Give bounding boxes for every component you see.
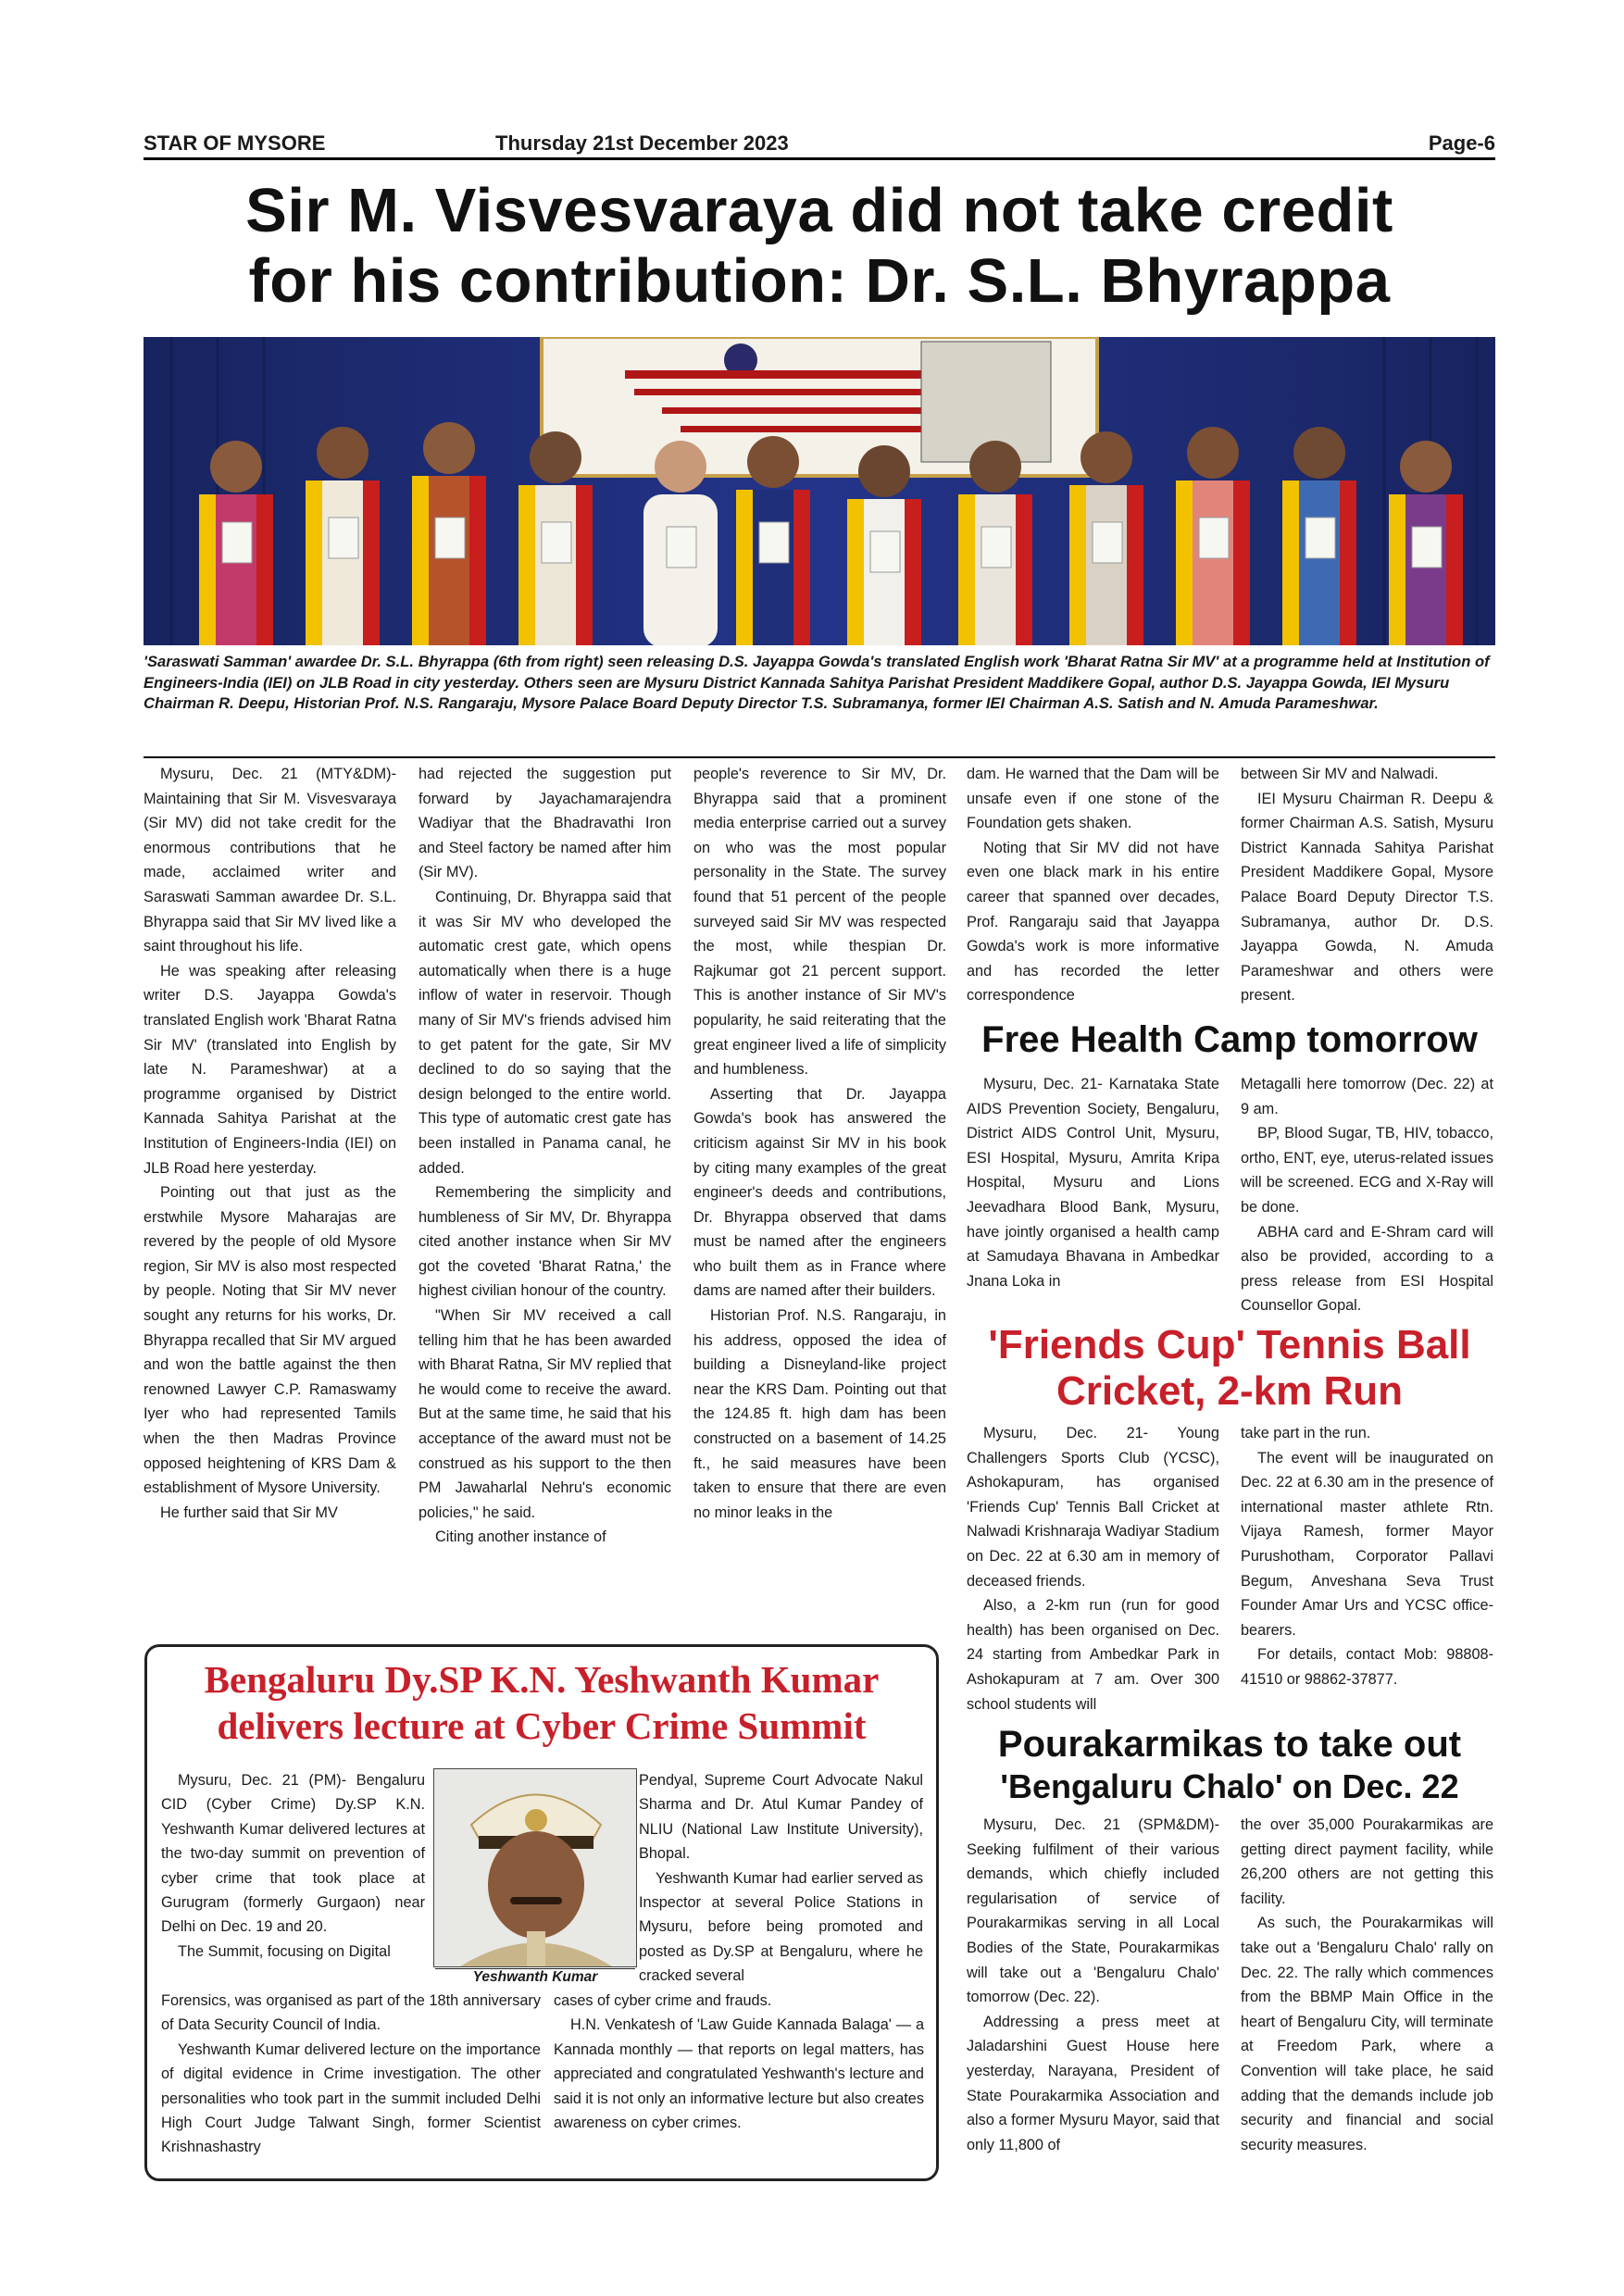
health-camp-column-1 bbox=[967, 1072, 1219, 1293]
paragraph: Pendyal, Supreme Court Advocate Nakul Sharma and Dr. Atul Kumar Pandey of NLIU (National Law Institute University), Bhopal. bbox=[639, 1772, 923, 1863]
paragraph: Remembering the simplicity and humbleness of Sir MV, Dr. Bhyrappa cited another instance when Sir MV got the coveted 'Bharat Ratna,' the highest civilian honour of the country. bbox=[418, 1184, 671, 1300]
lead-column-1 bbox=[144, 762, 396, 1525]
masthead bbox=[144, 128, 1495, 159]
friends-cup-column-2 bbox=[1241, 1421, 1493, 1692]
paragraph: He was speaking after releasing writer D.S. Jayappa Gowda's translated English work 'Bharat Ratna Sir MV' (translated into English by late N. Parameshwar) at a programme organised by District Kannada Sahitya Parishat at the Institution of Engineers-India (IEI) on JLB Road here yesterday. bbox=[144, 962, 396, 1177]
cyber-column-left-bottom bbox=[161, 1989, 541, 2160]
paragraph: Addressing a press meet at Jaladarshini Guest House here yesterday, Narayana, President of State Pourakarmika Association and also a former Mysuru Mayor, said that only 11,800 of bbox=[967, 2013, 1219, 2153]
cyber-column-left-top bbox=[161, 1768, 425, 1964]
paragraph: take part in the run. bbox=[1241, 1425, 1371, 1441]
paragraph: H.N. Venkatesh of 'Law Guide Kannada Balaga' — a Kannada monthly — that reports on legal matters, has appreciated and congratulated Yeshwanth's lecture and said it is not only an informative lecture but also creates awareness on cyber crimes. bbox=[554, 2016, 924, 2132]
book-release-photo bbox=[144, 337, 1495, 645]
paragraph: Historian Prof. N.S. Rangaraju, in his address, opposed the idea of building a Disneyland-like project near the KRS Dam. Pointing out that the 124.85 ft. high dam has been constructed on a basement of 14.25 ft., he said measures have been taken to ensure that there are even no minor leaks in the bbox=[693, 1307, 946, 1521]
paragraph: Pointing out that just as the erstwhile Mysore Maharajas are revered by the people of old Mysore region, Sir MV is also most respected by people. Noting that Sir MV never sought any returns for his works, Dr. Bhyrappa recalled that Sir MV argued and won the battle against the then renowned Lawyer C.P. Ramaswamy Iyer who had represented Tamils when the then Madras Province opposed heightening of KRS Dam & establishment of Mysore University. bbox=[144, 1184, 396, 1497]
paragraph: Continuing, Dr. Bhyrappa said that it was Sir MV who developed the automatic crest gate, which opens automatically when there is a huge inflow of water in reservoir. Though many of Sir MV's friends advised him to get patent for the gate, Sir MV declined to do so saying that the design belonged to the entire world. This type of automatic crest gate has been installed in Panama canal, he added. bbox=[418, 888, 671, 1177]
paragraph: Asserting that Dr. Jayappa Gowda's book has answered the criticism against Sir MV in his book by citing many examples of the great engineer's deeds and contributions, Dr. Bhyrappa observed that dams must be named after the engineers who built them as in France where dams are named after their builders. bbox=[693, 1085, 946, 1300]
paragraph: ABHA card and E-Shram card will also be provided, according to a press release from ESI Hospital Counsellor Gopal. bbox=[1241, 1223, 1493, 1315]
paragraph: Citing another instance of bbox=[435, 1529, 606, 1546]
paragraph: between Sir MV and Nalwadi. bbox=[1241, 766, 1439, 782]
lead-column-3 bbox=[693, 762, 946, 1525]
cyber-headline bbox=[157, 1656, 926, 1749]
photo-caption: Yeshwanth Kumar bbox=[435, 1968, 635, 1989]
pourakarmikas-headline-line1: Pourakarmikas to take out bbox=[997, 1724, 1462, 1765]
paragraph: dam. He warned that the Dam will be unsafe even if one stone of the Foundation gets shaken. bbox=[967, 766, 1219, 832]
caption-rule bbox=[144, 756, 1495, 758]
issue-date: Thursday 21st December 2023 bbox=[495, 131, 789, 155]
lead-column-4 bbox=[967, 762, 1219, 1008]
paragraph: Mysuru, Dec. 21 (PM)- Bengaluru CID (Cyber Crime) Dy.SP K.N. Yeshwanth Kumar delivered lectures at the two-day summit on prevention of cyber crime that took place at Gurugram (formerly Gurgaon) near Delhi on Dec. 19 and 20. bbox=[161, 1772, 425, 1936]
lead-column-2 bbox=[418, 762, 671, 1550]
friends-cup-headline-line1: 'Friends Cup' Tennis Ball bbox=[988, 1322, 1471, 1367]
paragraph: had rejected the suggestion put forward by Jayachamarajendra Wadiyar that the Bhadravathi Iron and Steel factory be named after him (Sir MV). bbox=[418, 766, 671, 881]
officer-portrait bbox=[434, 1769, 637, 1967]
paragraph: The event will be inaugurated on Dec. 22 at 6.30 am in the presence of international master athlete Rtn. Vijaya Ramesh, former Mayor Purushotham, Corporator Pallavi Begum, Anveshana Seva Trust Founder Amar Urs and YCSC office-bearers. bbox=[1241, 1449, 1493, 1639]
paragraph: Mysuru, Dec. 21 (SPM&DM)- Seeking fulfilment of their various demands, which chiefly included regularisation of service of Pourakarmikas serving in all Local Bodies of the State, Pourakarmikas will take out a 'Bengaluru Chalo' tomorrow (Dec. 22). bbox=[967, 1816, 1219, 2006]
cyber-headline-line2: delivers lecture at Cyber Crime Summit bbox=[217, 1704, 867, 1747]
lead-column-5 bbox=[1241, 762, 1493, 1008]
paragraph: the over 35,000 Pourakarmikas are getting direct payment facility, while 26,200 others are not getting this facility. bbox=[1241, 1816, 1493, 1907]
paragraph: cases of cyber crime and frauds. bbox=[554, 1992, 772, 2009]
lead-headline-line2: for his contribution: Dr. S.L. Bhyrappa bbox=[248, 246, 1391, 316]
friends-cup-column-1 bbox=[967, 1421, 1219, 1716]
paragraph: The Summit, focusing on Digital bbox=[178, 1942, 391, 1960]
paragraph: Also, a 2-km run (run for good health) has been organised on Dec. 24 starting from Ambedkar Park in Ashokapuram at 7 am. Over 300 school students will bbox=[967, 1597, 1219, 1713]
paragraph: IEI Mysuru Chairman R. Deepu & former Chairman A.S. Satish, Mysuru District Kannada Sahitya Parishat President Maddikere Gopal, Mysore Palace Board Deputy Director T.S. Subramanya, author Dr. D.S. Jayappa Gowda, N. Amuda Parameshwar and others were present. bbox=[1241, 790, 1493, 1004]
paragraph: Mysuru, Dec. 21- Karnataka State AIDS Prevention Society, Bengaluru, District AIDS Control Unit, Mysuru, ESI Hospital, Mysuru, Amrita Kripa Hospital, Mysuru and Lions Jeevadhara Blood Bank, Mysuru, have jointly organised a health camp at Samudaya Bhavana in Ambedkar Jnana Loka in bbox=[967, 1076, 1219, 1290]
page-number: Page-6 bbox=[1428, 131, 1495, 155]
pourakarmikas-headline bbox=[961, 1722, 1498, 1807]
lead-photo bbox=[144, 337, 1495, 645]
pourakarmikas-column-1 bbox=[967, 1813, 1219, 2157]
paragraph: As such, the Pourakarmikas will take out a 'Bengaluru Chalo' rally on Dec. 22. The rally which commences from the BBMP Main Office in the heart of Bengaluru City, will terminate at Freedom Park, where a Convention will take place, he said adding that the demands include job security and financial and social security measures. bbox=[1241, 1915, 1493, 2153]
lead-photo-caption: 'Saraswati Samman' awardee Dr. S.L. Bhyrappa (6th from right) seen releasing D.S. Jayappa Gowda's translated English work 'Bharat Ratna Sir MV' at a programme held at Institution of Engineers-India (IEI) on JLB Road in city yesterday. Others seen are Mysuru District Kannada Sahitya Parishat President Maddikere Gopal, author D.S. Jayappa Gowda, IEI Mysuru Chairman R. Deepu, Historian Prof. N.S. Rangaraju, Mysore Palace Board Deputy Director T.S. Subramanya, former IEI Chairman A.S. Satish and N. Amuda Parameshwar. bbox=[144, 653, 1490, 712]
health-camp-headline: Free Health Camp tomorrow bbox=[981, 1019, 1478, 1060]
cyber-column-right-top bbox=[639, 1768, 923, 1989]
publication-name: STAR OF MYSORE bbox=[144, 131, 326, 155]
masthead-rule bbox=[144, 157, 1495, 160]
paragraph: Mysuru, Dec. 21 (MTY&DM)- Maintaining that Sir M. Visvesvaraya (Sir MV) did not take credit for the enormous contributions that he made, acclaimed writer and Saraswati Samman awardee Dr. S.L. Bhyrappa said that Sir MV lived like a saint throughout his life. bbox=[144, 766, 396, 955]
paragraph: Noting that Sir MV did not have even one black mark in his entire career that spanned over decades, Prof. Rangaraju said that Jayappa Gowda's work is more informative and has recorded the letter correspondence bbox=[967, 839, 1219, 1004]
paragraph: Forensics, was organised as part of the 18th anniversary of Data Security Council of India. bbox=[161, 1992, 541, 2034]
cyber-column-right-bottom bbox=[554, 1989, 924, 2135]
paragraph: "When Sir MV received a call telling him that he has been awarded with Bharat Ratna, Sir MV replied that he would come to receive the award. But at the same time, he said that his acceptance of the award must not be construed as his support to the then PM Jawaharlal Nehru's economic policies," he said. bbox=[418, 1307, 671, 1521]
friends-cup-headline-line2: Cricket, 2-km Run bbox=[1056, 1368, 1404, 1414]
pourakarmikas-headline-line2: 'Bengaluru Chalo' on Dec. 22 bbox=[1000, 1767, 1459, 1805]
yeshwanth-kumar-photo bbox=[433, 1768, 637, 1967]
paragraph: Yeshwanth Kumar delivered lecture on the importance of digital evidence in Crime investigation. The other personalities who took part in the summit included Delhi High Court Judge Talwant Singh, former Scientist Krishnashastry bbox=[161, 2040, 541, 2156]
pourakarmikas-column-2 bbox=[1241, 1813, 1493, 2157]
paragraph: Mysuru, Dec. 21- Young Challengers Sports Club (YCSC), Ashokapuram, has organised 'Friends Cup' Tennis Ball Cricket at Nalwadi Krishnaraja Wadiyar Stadium on Dec. 22 at 6.30 am in memory of deceased friends. bbox=[967, 1425, 1219, 1590]
lead-headline bbox=[137, 176, 1502, 317]
health-camp-column-2 bbox=[1241, 1072, 1493, 1318]
paragraph: Yeshwanth Kumar had earlier served as Inspector at several Police Stations in Mysuru, before being promoted and posted as Dy.SP at Bengaluru, where he cracked several bbox=[639, 1869, 923, 1985]
paragraph: For details, contact Mob: 98808-41510 or 98862-37877. bbox=[1241, 1646, 1493, 1688]
friends-cup-headline bbox=[961, 1322, 1498, 1415]
paragraph: He further said that Sir MV bbox=[160, 1504, 338, 1521]
lead-headline-line1: Sir M. Visvesvaraya did not take credit bbox=[245, 176, 1393, 245]
paragraph: BP, Blood Sugar, TB, HIV, tobacco, ortho, ENT, eye, uterus-related issues will be screened. ECG and X-Ray will be done. bbox=[1241, 1125, 1493, 1216]
cyber-headline-line1: Bengaluru Dy.SP K.N. Yeshwanth Kumar bbox=[204, 1658, 880, 1701]
paragraph: Metagalli here tomorrow (Dec. 22) at 9 am. bbox=[1241, 1076, 1493, 1117]
paragraph: people's reverence to Sir MV, Dr. Bhyrappa said that a prominent media enterprise carried out a survey on who was the most popular personality in the State. The survey found that 51 percent of the people surveyed said Sir MV was respected the most, while thespian Dr. Rajkumar got 21 percent support. This is another instance of Sir MV's popularity, he said reiterating that the great engineer lived a life of simplicity and humbleness. bbox=[693, 766, 946, 1079]
